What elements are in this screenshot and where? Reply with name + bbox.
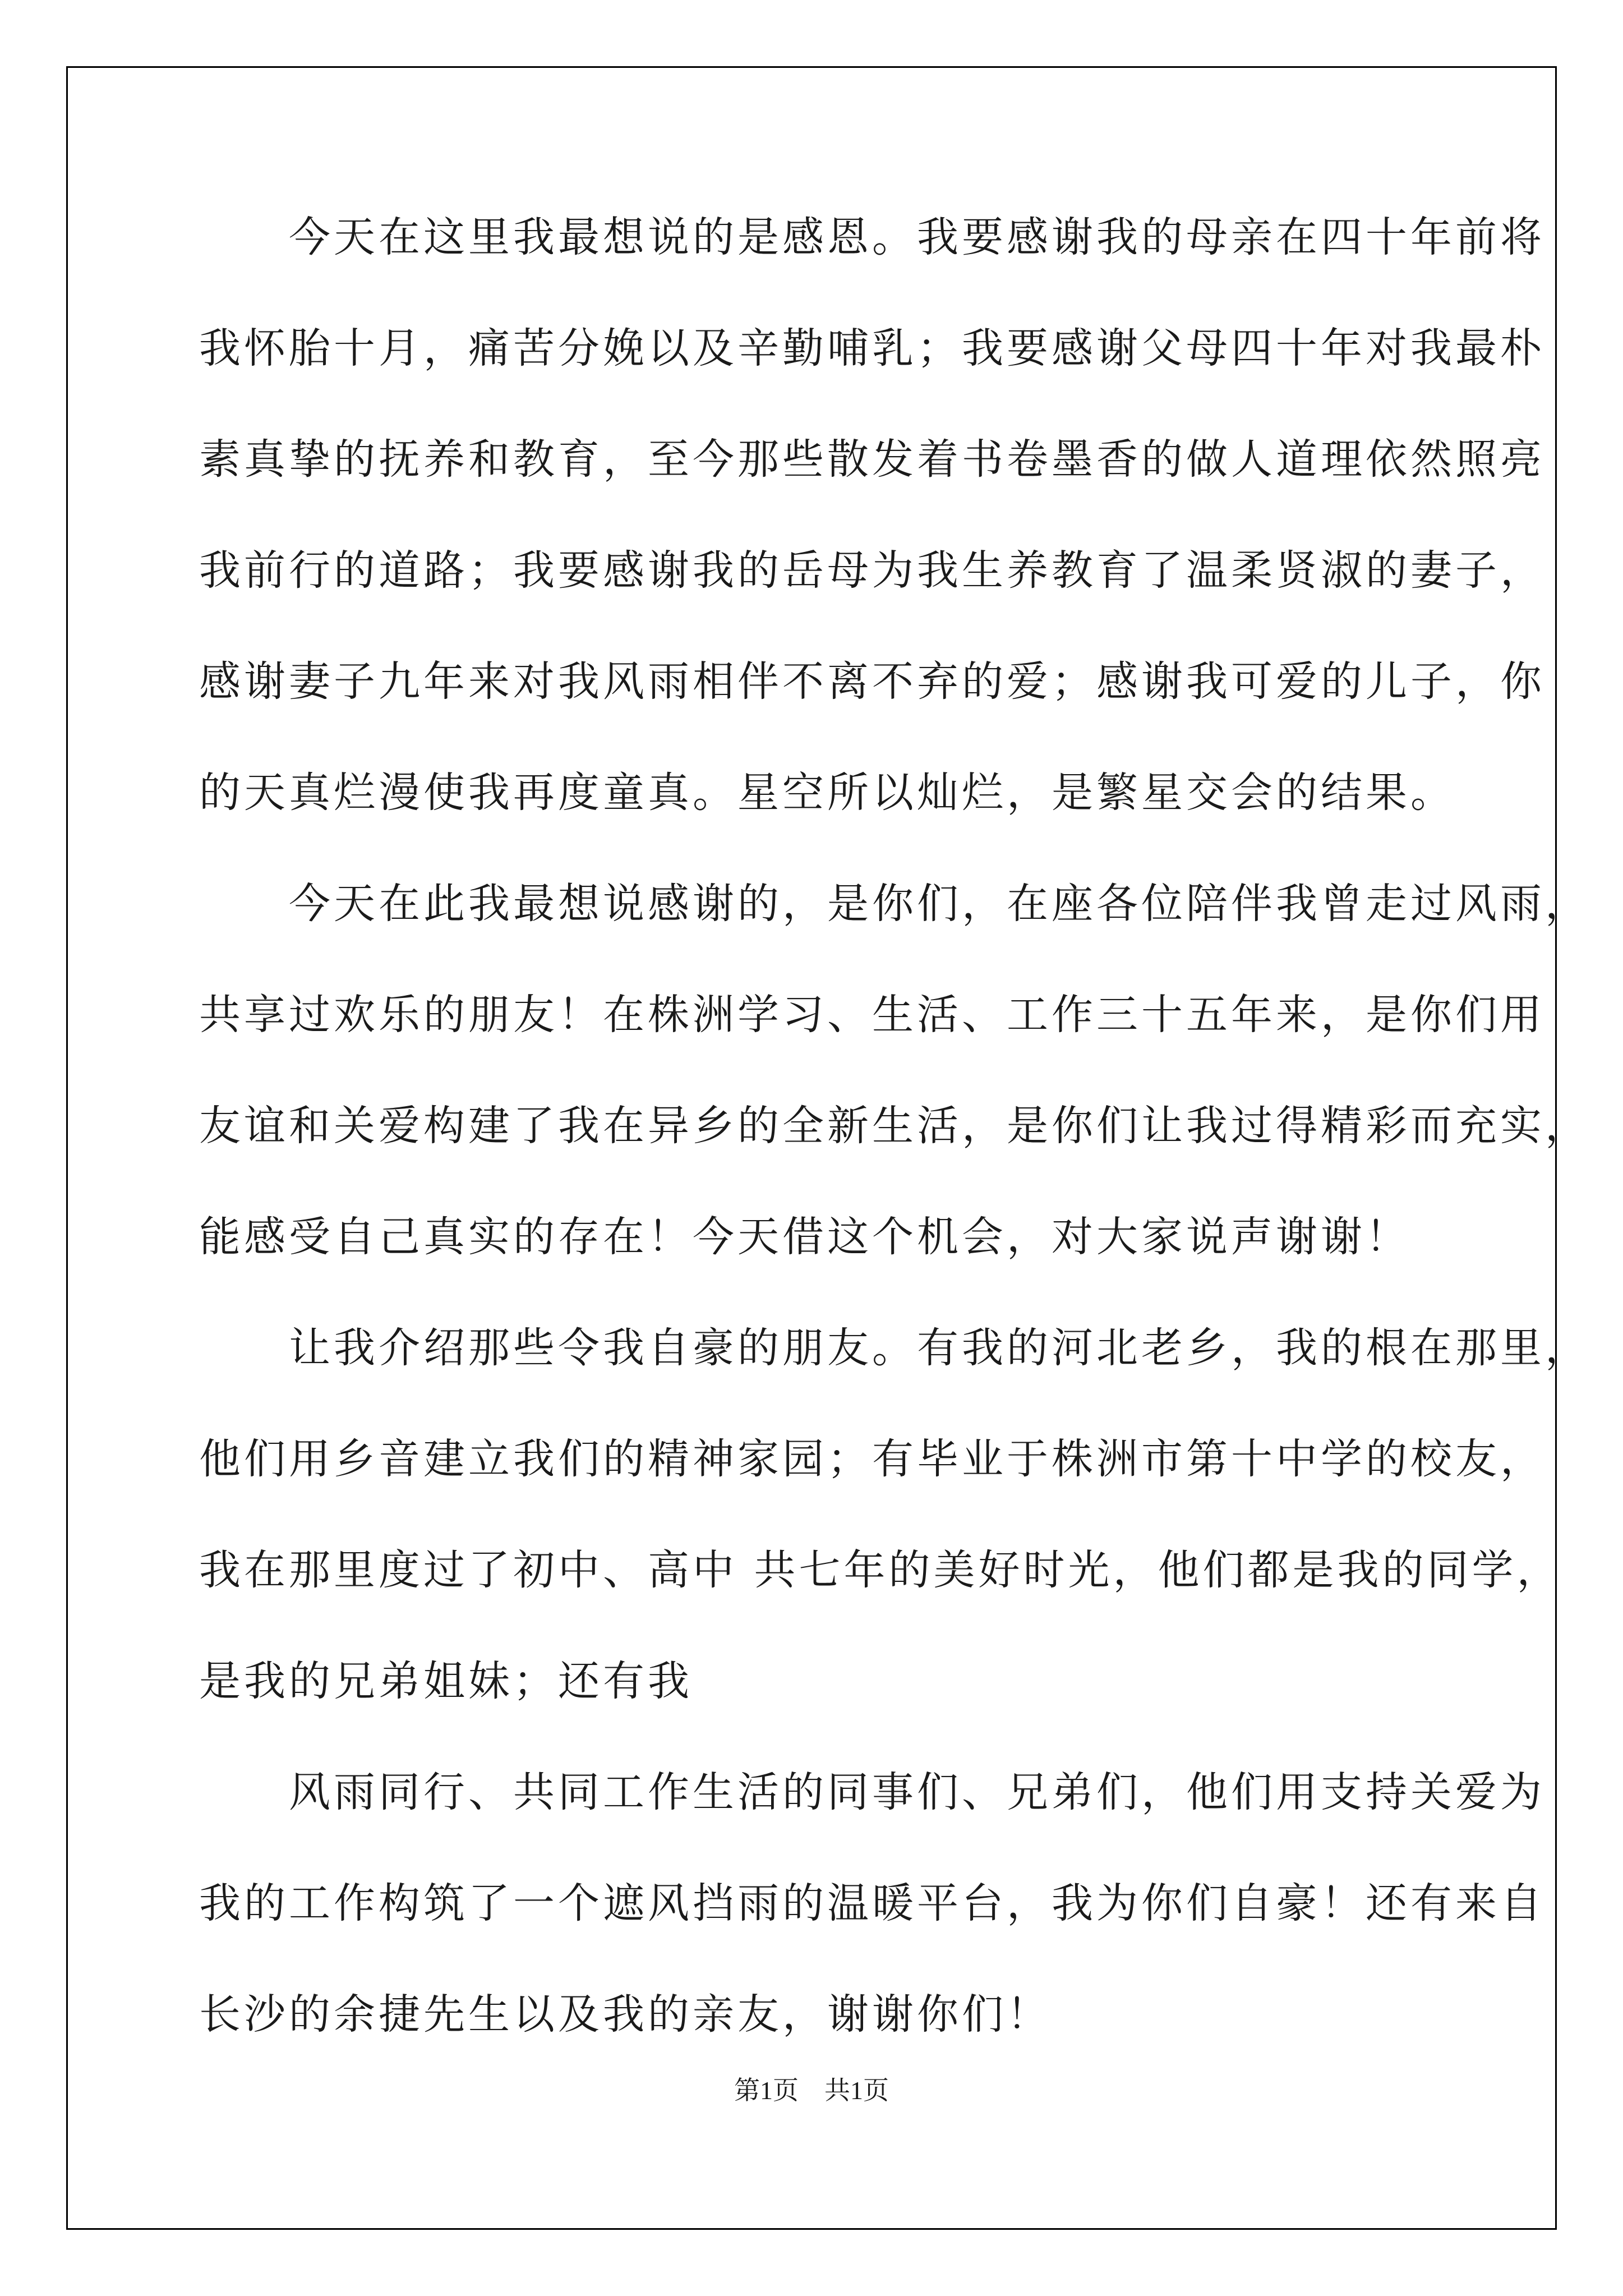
text-line: 我在那里度过了初中、高中 共七年的美好时光，他们都是我的同学， bbox=[199, 1546, 1562, 1594]
text-line: 友谊和关爱构建了我在异乡的全新生活，是你们让我过得精彩而充实， bbox=[199, 1102, 1590, 1150]
text-line: 长沙的余捷先生以及我的亲友，谢谢你们！ bbox=[199, 1990, 1052, 2039]
text-line: 我前行的道路；我要感谢我的岳母为我生养教育了温柔贤淑的妻子， bbox=[199, 546, 1545, 595]
text-line: 是我的兄弟姐妹；还有我 bbox=[199, 1657, 693, 1705]
text-line: 我的工作构筑了一个遮风挡雨的温暖平台，我为你们自豪！还有来自 bbox=[199, 1879, 1545, 1927]
text-line: 素真挚的抚养和教育，至今那些散发着书卷墨香的做人道理依然照亮 bbox=[199, 435, 1545, 484]
text-line: 能感受自己真实的存在！今天借这个机会，对大家说声谢谢！ bbox=[199, 1213, 1410, 1261]
text-line: 让我介绍那些令我自豪的朋友。有我的河北老乡，我的根在那里， bbox=[199, 1324, 1590, 1372]
text-line: 今天在此我最想说感谢的，是你们，在座各位陪伴我曾走过风雨， bbox=[199, 880, 1590, 928]
text-line: 的天真烂漫使我再度童真。星空所以灿烂，是繁星交会的结果。 bbox=[199, 769, 1455, 817]
text-line: 共享过欢乐的朋友！在株洲学习、生活、工作三十五年来，是你们用 bbox=[199, 991, 1545, 1039]
text-line: 风雨同行、共同工作生活的同事们、兄弟们，他们用支持关爱为 bbox=[199, 1768, 1545, 1816]
text-line: 我怀胎十月，痛苦分娩以及辛勤哺乳；我要感谢父母四十年对我最朴 bbox=[199, 324, 1545, 372]
document-body bbox=[199, 212, 1590, 2100]
text-line: 他们用乡音建立我们的精神家园；有毕业于株洲市第十中学的校友， bbox=[199, 1435, 1545, 1483]
text-line: 感谢妻子九年来对我风雨相伴不离不弃的爱；感谢我可爱的儿子，你 bbox=[199, 657, 1545, 706]
page-number-footer: 第1页 共1页 bbox=[734, 2076, 889, 2105]
text-line: 今天在这里我最想说的是感恩。我要感谢我的母亲在四十年前将 bbox=[199, 213, 1545, 261]
